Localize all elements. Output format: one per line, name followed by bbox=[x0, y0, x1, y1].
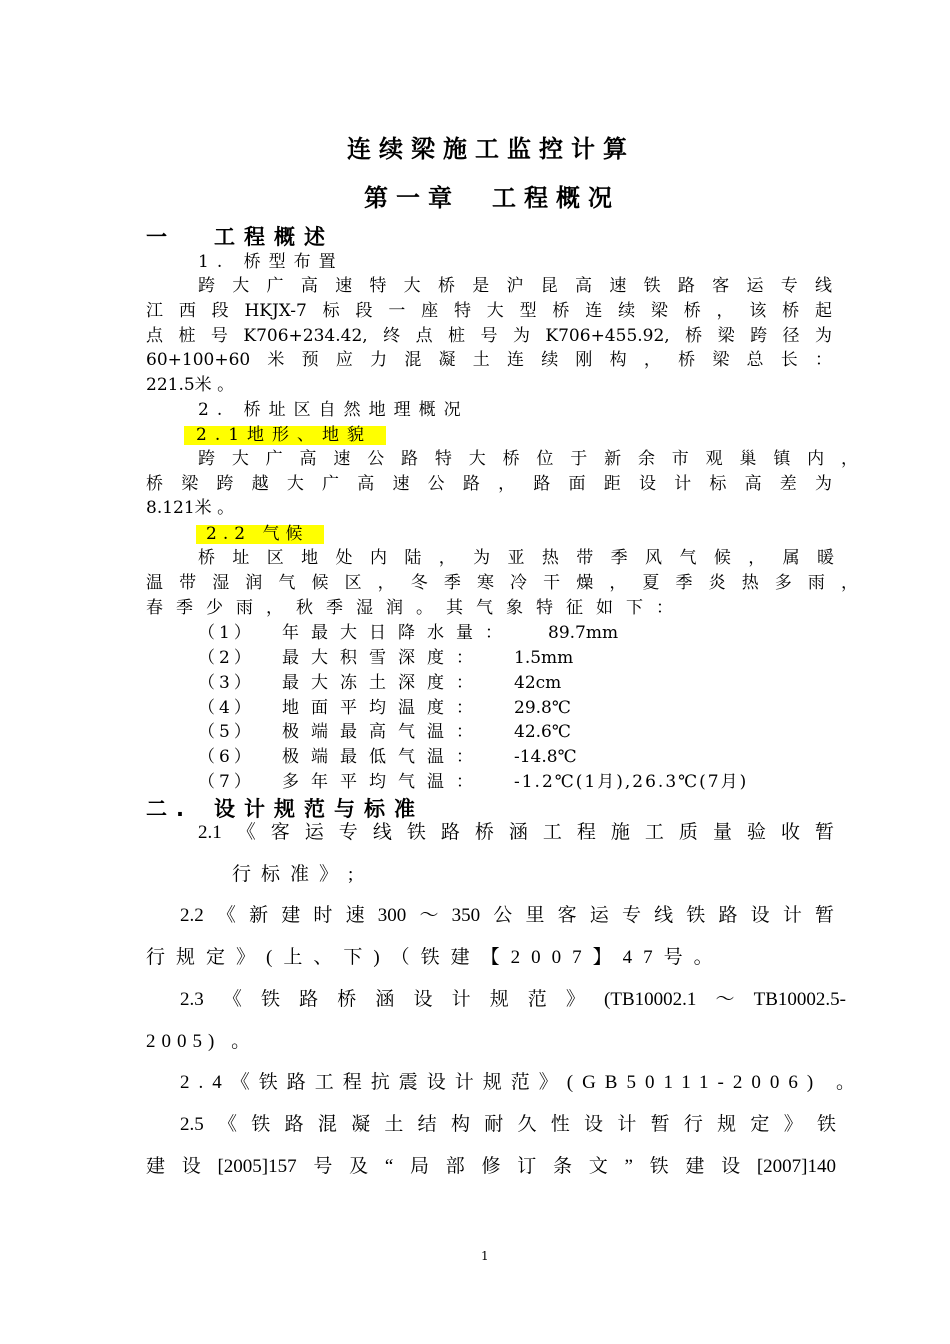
climate-item-value: 89.7mm bbox=[548, 623, 619, 643]
standard-item-cont: 行标准》; bbox=[232, 864, 364, 885]
climate-item-label: 最大冻土深度： bbox=[282, 673, 485, 693]
document-title: 连续梁施工监控计算 bbox=[347, 135, 635, 163]
standard-item: 2.4《铁路工程抗震设计规范》(GB50111-2006) 。 bbox=[180, 1072, 864, 1093]
climate-item-label: 最大积雪深度： bbox=[282, 648, 485, 668]
climate-item-number: （4） bbox=[198, 698, 255, 718]
climate-item-value: 1.5mm bbox=[514, 648, 574, 668]
subsection-2-2-title: 2.2 气候 bbox=[196, 525, 324, 544]
paragraph-line: 60+100+60米预应力混凝土连续刚构，桥梁总长： bbox=[146, 350, 832, 370]
climate-item-value: -1.2℃(1月),26.3℃(7月) bbox=[514, 772, 749, 792]
section-1-number: 一 bbox=[146, 225, 176, 249]
climate-item-value: -14.8℃ bbox=[514, 747, 577, 767]
standard-item-cont: 行规定》(上、下)（铁建【2007】47号。 bbox=[146, 947, 724, 968]
climate-item-number: （7） bbox=[198, 772, 255, 792]
climate-item-number: （5） bbox=[198, 722, 255, 742]
paragraph-line: 桥址区地处内陆，为亚热带季风气候，属暖 bbox=[198, 548, 834, 568]
paragraph-line: 跨大广高速公路特大桥位于新余市观巢镇内， bbox=[198, 449, 858, 469]
climate-item-number: （3） bbox=[198, 673, 255, 693]
section-2-heading: 设计规范与标准 bbox=[214, 797, 424, 821]
standard-item: 2.2《新建时速300～350公里客运专线铁路设计暂 bbox=[180, 905, 834, 926]
section-2-number: 二. bbox=[146, 797, 193, 821]
paragraph-line: 跨大广高速特大桥是沪昆高速铁路客运专线 bbox=[198, 276, 832, 296]
climate-item-value: 29.8℃ bbox=[514, 698, 571, 718]
climate-item-value: 42cm bbox=[514, 673, 562, 693]
paragraph-line: 温带湿润气候区，冬季寒冷干燥，夏季炎热多雨， bbox=[146, 573, 858, 593]
page-number: 1 bbox=[481, 1249, 489, 1263]
standard-item: 2.1《客运专线铁路桥涵工程施工质量验收暂 bbox=[198, 822, 834, 843]
paragraph-line: 江西段HKJX-7标段一座特大型桥连续梁桥，该桥起 bbox=[146, 301, 832, 321]
climate-item-label: 年最大日降水量： bbox=[282, 623, 514, 643]
climate-item-number: （6） bbox=[198, 747, 255, 767]
climate-item-number: （1） bbox=[198, 623, 255, 643]
paragraph-line: 点桩号K706+234.42,终点桩号为K706+455.92,桥梁跨径为 bbox=[146, 326, 832, 346]
paragraph-line: 春季少雨，秋季湿润。其气象特征如下： bbox=[146, 598, 686, 618]
standard-item-cont: 2005) 。 bbox=[146, 1031, 257, 1052]
chapter-title: 第一章 工程概况 bbox=[364, 184, 620, 212]
standard-item: 2.3《铁路桥涵设计规范》(TB10002.1～TB10002.5- bbox=[180, 989, 846, 1010]
climate-item-number: （2） bbox=[198, 648, 255, 668]
paragraph-line: 221.5米 。 bbox=[146, 375, 235, 395]
climate-item-label: 极端最高气温： bbox=[282, 722, 485, 742]
subsection-2-title: 2. 桥址区自然地理概况 bbox=[198, 400, 469, 420]
paragraph-line: 桥梁跨越大广高速公路，路面距设计标高差为 bbox=[146, 474, 832, 494]
standard-item-cont: 建设[2005]157号及“局部修订条文”铁建设[2007]140 bbox=[146, 1156, 836, 1177]
standard-item: 2.5《铁路混凝土结构耐久性设计暂行规定》铁 bbox=[180, 1114, 836, 1135]
climate-item-label: 地面平均温度： bbox=[282, 698, 485, 718]
subsection-2-1-title: 2.1地形、地貌 bbox=[184, 426, 386, 445]
section-1-heading: 工程概述 bbox=[214, 225, 334, 249]
climate-item-value: 42.6℃ bbox=[514, 722, 571, 742]
subsection-1-title: 1. 桥型布置 bbox=[198, 252, 344, 272]
climate-item-label: 多年平均气温： bbox=[282, 772, 485, 792]
paragraph-line: 8.121米 。 bbox=[146, 498, 235, 518]
climate-item-label: 极端最低气温： bbox=[282, 747, 485, 767]
